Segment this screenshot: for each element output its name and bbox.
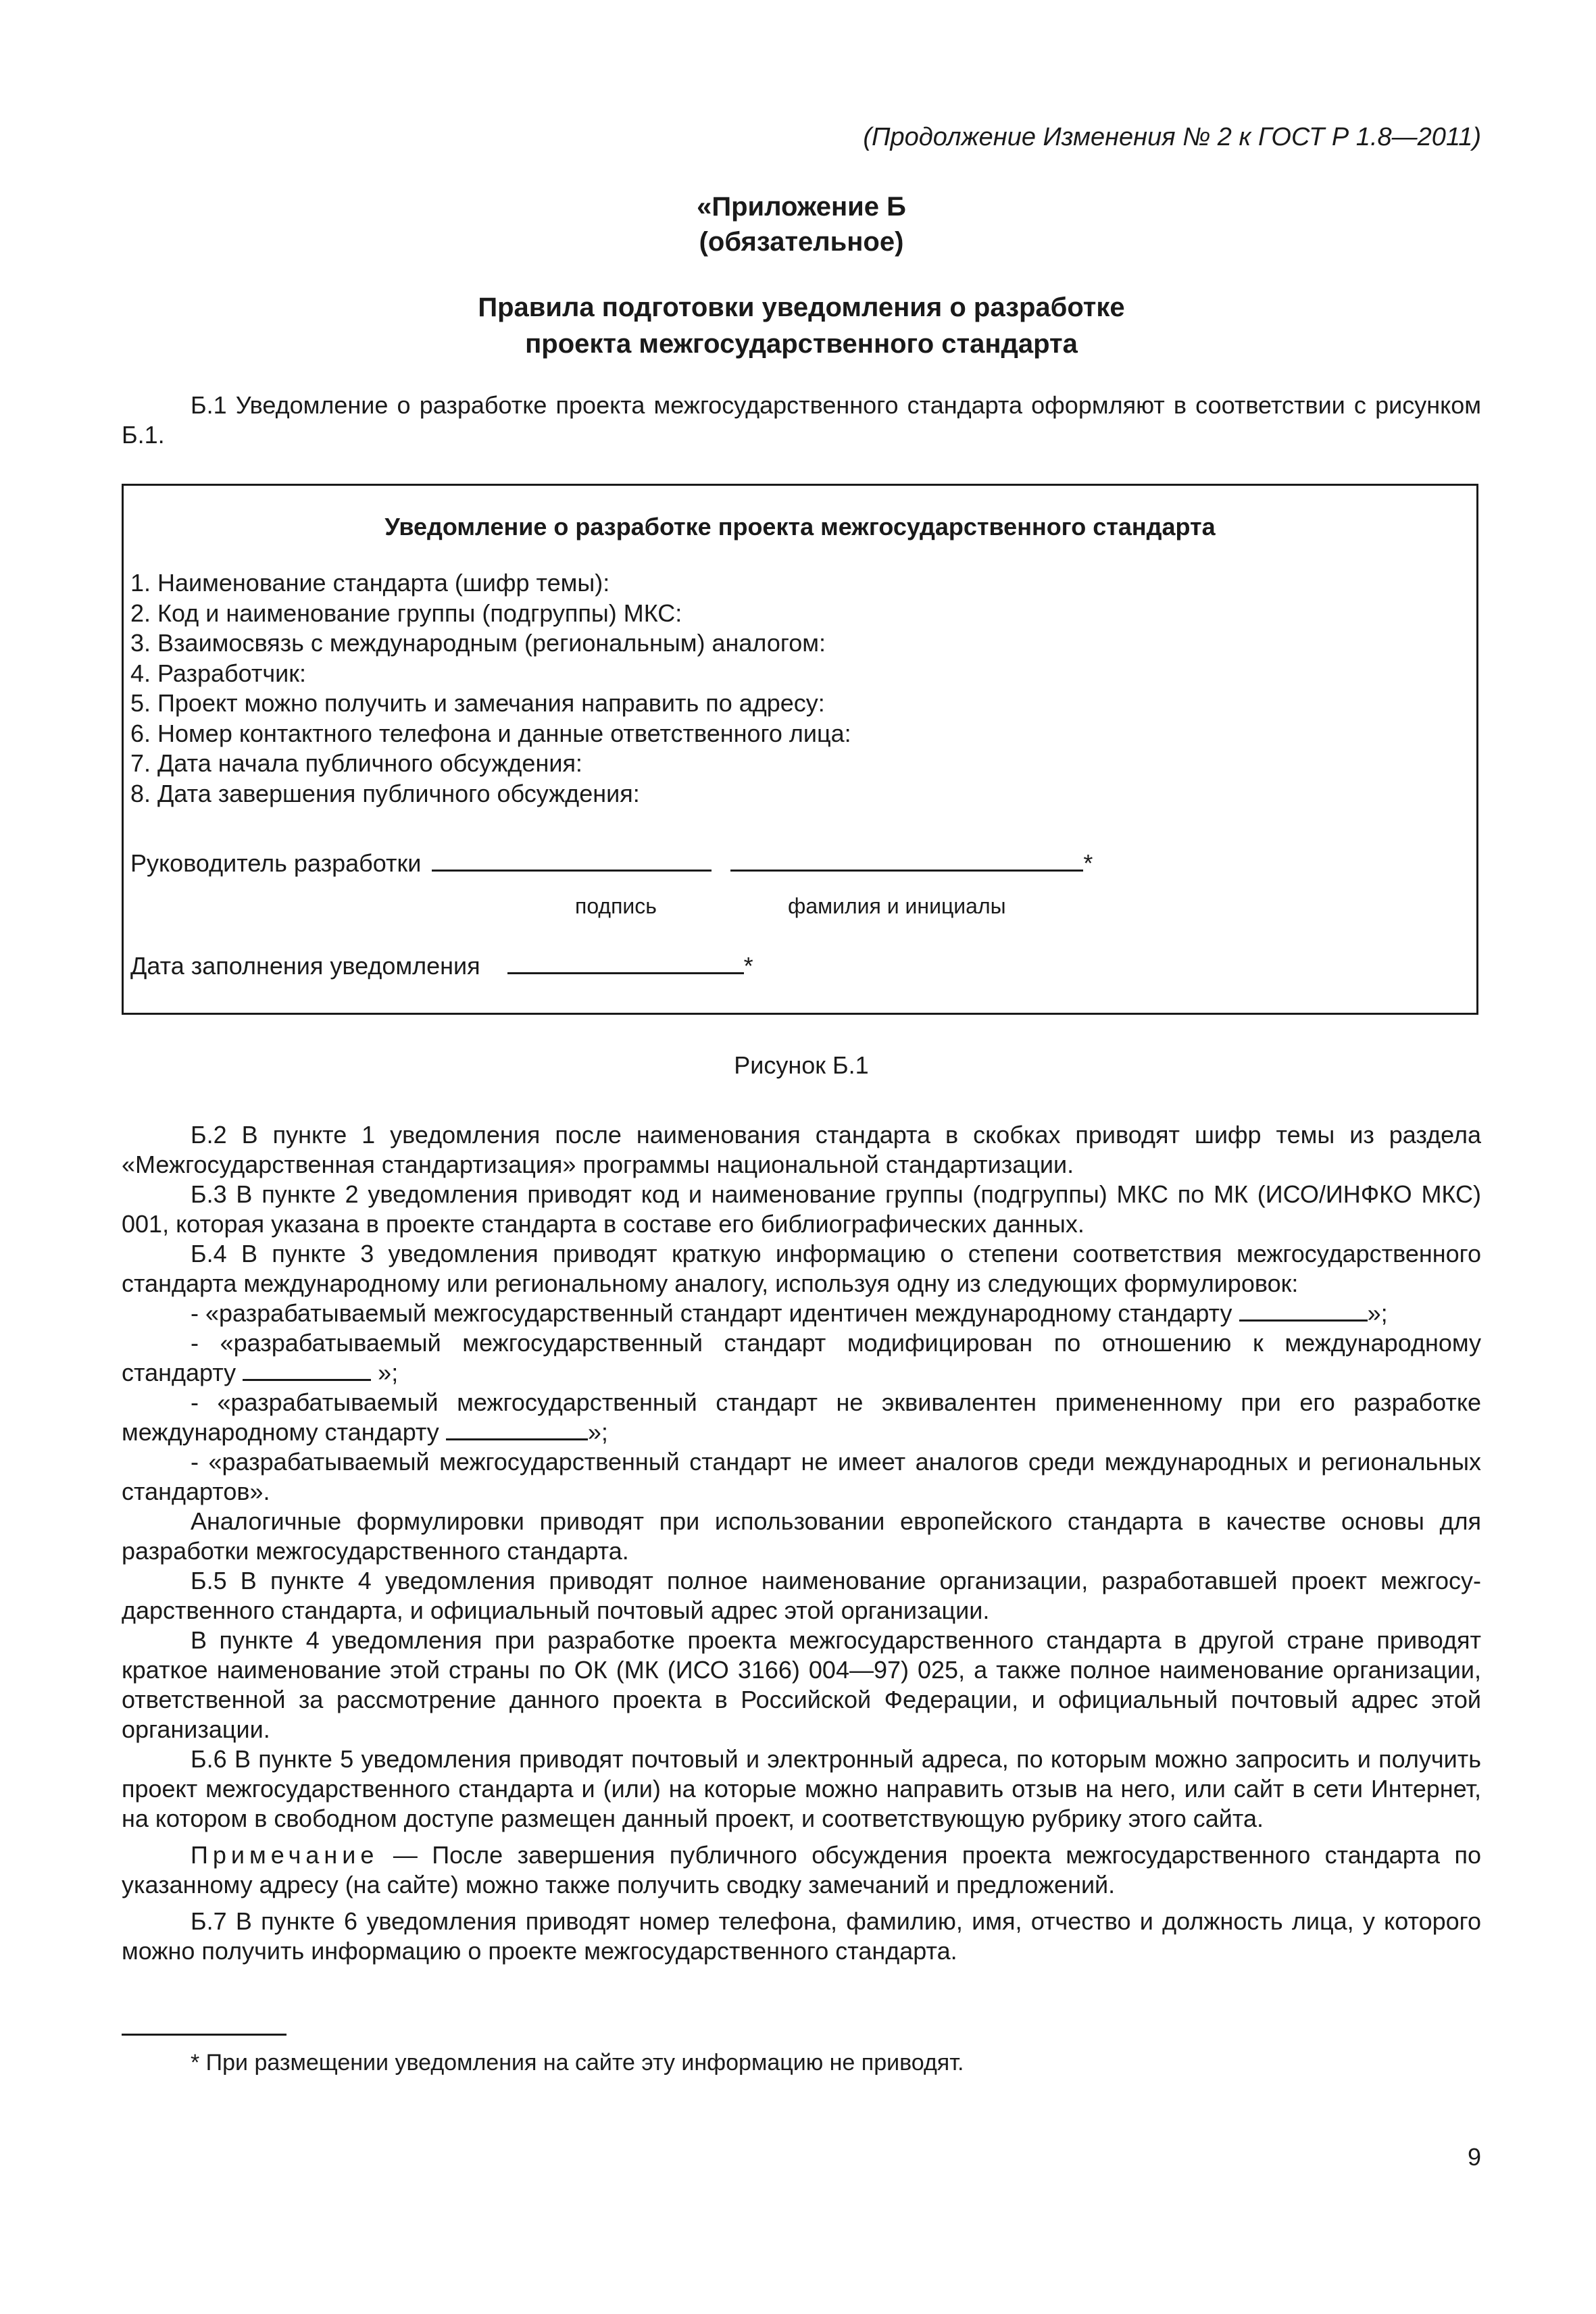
form-item: 8. Дата завершения публичного обсуждения: [130,779,640,807]
figure-caption: Рисунок Б.1 [734,1051,869,1079]
annex-label: «Приложение Б [697,192,906,222]
blank-line [1239,1299,1368,1322]
paragraph-b6: Б.6 В пункте 5 уведомления приводят почтовый и электронный адреса, по которым можно запросить и получить проект межгосударственного стандарта и (или) на которые можно направить отзыв на него, или сайт в сети Интернет, на котором в свободном доступе размещен данный проект, и соответствующую рубрику этого сайта. [122,1745,1481,1832]
formulation-no-analog: - «разрабатываемый межгосударственный стандарт не имеет аналогов среди международных и региональных стандартов». [122,1448,1481,1505]
formulation-identical: - «разрабатываемый межгосударственный стандарт идентичен международному стандарту »; [191,1299,1388,1327]
note-label: Примечание [191,1841,379,1869]
form-item: 4. Разработчик: [130,659,306,687]
paragraph-b4: Б.4 В пункте 3 уведомления приводят краткую информацию о степени соответствия межгосударственного стандарта международному или региональному аналогу, используя одну из следующих формулировок: [122,1240,1481,1297]
paragraph-analog: Аналогичные формулировки приводят при использовании европейского стандарта в качестве основы для разработки межгосударственного стандарта. [122,1507,1481,1565]
footnote: * При размещении уведомления на сайте эту информацию не приводят. [191,2050,964,2076]
leader-signature-row [130,849,1093,878]
leader-asterisk: * [1083,849,1093,877]
fill-date-row [130,952,753,980]
annex-status: (обязательное) [699,227,904,257]
name-line [730,849,1083,872]
signature-caption: подпись [575,894,657,918]
section-title-line-1: Правила подготовки уведомления о разработке [478,293,1125,322]
leader-label: Руководитель разработки [130,849,422,877]
blank-line [243,1359,371,1381]
form-item-list [130,568,851,809]
note-text: — После завершения публичного обсуждения проекта межгосударственного стандарта по указанному адресу (на сайте) можно также получить сводку замечаний и предложений. [122,1841,1481,1898]
footnote-separator [122,2034,286,2036]
form-item: 6. Номер контактного телефона и данные ответственного лица: [130,719,851,747]
form-item: 5. Проект можно получить и замечания направить по адресу: [130,689,825,717]
paragraph-b3: Б.3 В пункте 2 уведомления приводят код и наименование группы (подгруппы) МКС по МК (ИСО/ИНФКО МКС) 001, которая указана в проекте стандарта в составе его библиографических данных. [122,1180,1481,1238]
name-caption: фамилия и инициалы [788,894,1006,918]
form-item: 7. Дата начала публичного обсуждения: [130,749,582,777]
form-item: 3. Взаимосвязь с международным (региональным) аналогом: [130,629,826,657]
section-title-line-2: проекта межгосударственного стандарта [525,329,1078,359]
paragraph-b7: Б.7 В пункте 6 уведомления приводят номер телефона, фамилию, имя, отчество и должность лица, у которого можно получить информацию о проекте межгосударственного стандарта. [122,1907,1481,1965]
paragraph-b5: Б.5 В пункте 4 уведомления приводят полное наименование организации, разработавшей проект межгосударственного стандарта, и официальный почтовый адрес этой организации. [122,1567,1481,1624]
body-text [122,1120,1481,1966]
paragraph-b5-foreign: В пункте 4 уведомления при разработке проекта межгосударственного стандарта в другой стране приводят краткое наименование этой страны по ОК (МК (ИСО 3166) 004—97) 025, а также полное наименование организации, ответственной за рассмотрение данного проекта в Российской Федерации, и официальный почтовый адрес этой организации. [122,1626,1481,1743]
date-asterisk: * [743,952,753,980]
signature-line [432,849,712,872]
note [122,1840,1481,1900]
formulation-modified: - «разрабатываемый межгосударственный стандарт модифицирован по отношению к международному стандарту »; [122,1329,1481,1386]
paragraph-b1: Б.1 Уведомление о разработке проекта межгосударственного стандарта оформляют в соответствии с рисунком Б.1. [122,391,1481,449]
form-title: Уведомление о разработке проекта межгосударственного стандарта [384,513,1216,540]
fill-date-line [507,952,744,974]
form-item: 2. Код и наименование группы (подгруппы) МКС: [130,599,682,627]
section-title [122,289,1481,362]
annex-heading [122,189,1481,259]
intro-paragraph-block [122,391,1481,450]
fill-date-label: Дата заполнения уведомления [130,952,480,980]
continuation-header: (Продолжение Изменения № 2 к ГОСТ Р 1.8—2011) [863,123,1481,151]
page-number: 9 [1467,2143,1481,2171]
paragraph-b2: Б.2 В пункте 1 уведомления после наименования стандарта в скобках приводят шифр темы из раздела «Межгосударственная стандартизация» программы национальной стандартизации. [122,1121,1481,1178]
form-item: 1. Наименование стандарта (шифр темы): [130,569,610,597]
blank-line [446,1418,588,1440]
formulation-not-equivalent: - «разрабатываемый межгосударственный стандарт не эквивалентен примененному при его разработке международному стандарту »; [122,1388,1481,1446]
notification-form-figure [122,484,1478,1015]
